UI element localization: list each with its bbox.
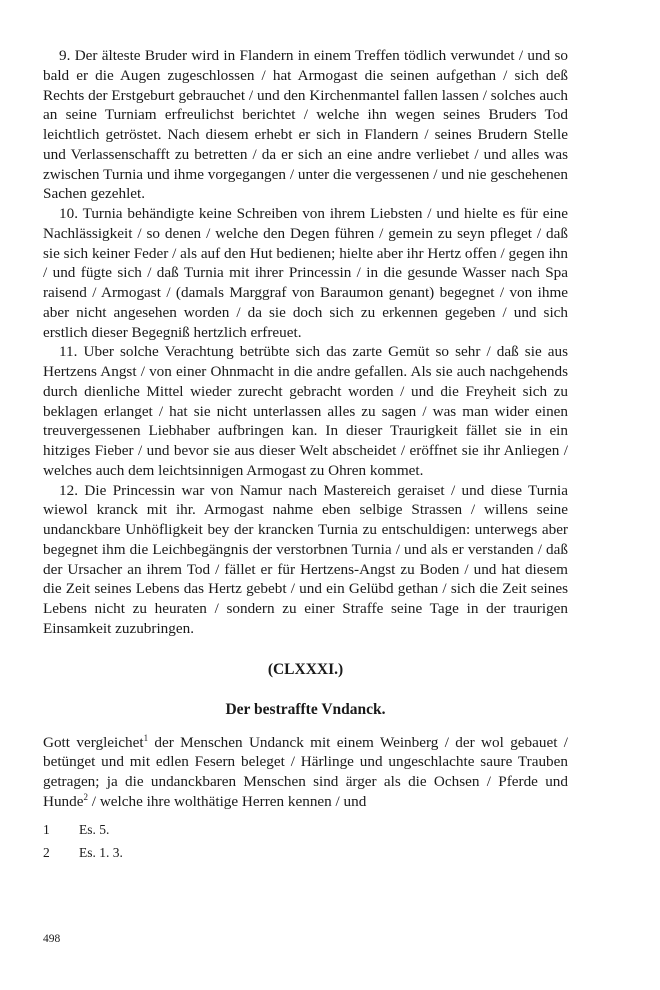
footnotes	[43, 818, 568, 864]
page-number: 498	[43, 933, 61, 945]
chapter-number: (CLXXXI.)	[267, 660, 344, 678]
footnote-ref-2: 2	[83, 791, 88, 802]
intro-text-1: Gott vergleichet	[43, 733, 144, 751]
footnote-number: 2	[43, 844, 50, 860]
paragraph-number: 9.	[59, 47, 71, 64]
page-body	[43, 46, 568, 864]
paragraph-number: 12.	[59, 481, 78, 499]
paragraph-text: Der älteste Bruder wird in Flandern in einem Treffen tödlich verwundet / und so bald er die Augen zugeschlossen / hat Armogast die seinen aufgethan / sich deß Rechts der Erstgeburt gebrauchet / und den Kirchenmantel fallen lassen / solches auch an seine Turniam erfreulichst berichtet / welche ihn wegen seines Bruders Tod leichtlich getröstet. Nach diesem erhebt er sich in Flandern / seines Brudern Stelle und Verlassenschafft zu betretten / da er sich an eine andre verliebet / und alles was zwischen Turnia und ihme vorgegangen / unter die vergessenen / und nie geschehenen Sachen gezehlet.	[43, 47, 568, 203]
footnote-text: Es. 1. 3.	[79, 844, 123, 860]
paragraph-number: 10.	[59, 205, 78, 222]
paragraph-text: Uber solche Verachtung betrübte sich das zarte Gemüt so sehr / daß sie aus Hertzens Angst / von einer Ohnmacht in die andre gefallen. Als sie auch nachgehends durch dienliche Mittel wieder zurecht gebracht worden / und die Freyheit sich zu beklagen erlanget / hat sie nicht unterlassen alles zu sagen / was man wider einen treuvergessenen Liebhaber aufbringen kan. In dieser Traurigkeit fället sie in ein hitziges Fieber / und bevor sie aus dieser Welt abscheidet / eröffnet sie ihr Anliegen / welches auch dem leichtsinnigen Armogast zu Ohren kommet.	[43, 343, 569, 479]
footnote-ref-1: 1	[143, 732, 149, 743]
intro-paragraph	[43, 733, 568, 812]
intro-text-3: / welche ihre wolthätige Herren kennen / und	[88, 792, 367, 810]
paragraph-9	[43, 46, 568, 204]
paragraph-10	[43, 204, 568, 342]
chapter-title: Der bestraffte Vndanck.	[225, 700, 386, 718]
footnote-2	[43, 841, 568, 864]
paragraph-text: Turnia behändigte keine Schreiben von ihrem Liebsten / und hielte es für eine Nachlässigkeit / so denen / welche den Degen führen / gemein zu seyn pfleget / daß sie sich keiner Feder / als auf den Hut bedienen; hielte aber ihr Hertz offen / gegen ihn / und fügte sich / daß Turnia mit ihrer Princessin / in die gesunde Wasser nach Spa raisend / Armogast / (damals Marggraf von Baraumon genant) begegnet / von ihme aber nicht angesehen worden / da sie doch sich zu erkennen gegeben / und sich erstlich dieser Begegniß hertzlich erfreuet.	[43, 205, 568, 341]
paragraph-text: Die Princessin war von Namur nach Mastereich geraiset / und diese Turnia wiewol kranck mit ihr. Armogast nahme eben selbige Strassen / willens seine undanckbare Unhöfligkeit bey der krancken Turnia zu entschuldigen: unterwegs aber begegnet ihm die Leichbegängnis der verstorbnen Turnia / und als er verstanden / daß der Ursacher an ihrem Tod / fället er für Hertzens-Angst zu Boden / und hat diesem die Zeit seines Lebens das Hertz gebebt / und ein Gelübd gethan / sich die Zeit seines Lebens nicht zu heuraten / sondern zu einer Straffe seine Tage in der traurigen Einsamkeit zuzubringen.	[43, 481, 568, 637]
footnote-1	[43, 818, 568, 841]
intro-text-2: der Menschen Undanck mit einem Weinberg / der wol gebauet / betünget und mit edlen Fesern beleget / Härlinge und ungeschlachte saure Trauben getragen; ja die undanckbaren Menschen sind ärger als die Ochsen / Pferde und Hunde	[43, 733, 568, 810]
paragraph-12	[43, 481, 568, 639]
footnote-number: 1	[43, 821, 50, 837]
paragraph-11	[43, 342, 568, 480]
footnote-text: Es. 5.	[79, 821, 110, 837]
paragraph-number: 11.	[59, 343, 78, 361]
